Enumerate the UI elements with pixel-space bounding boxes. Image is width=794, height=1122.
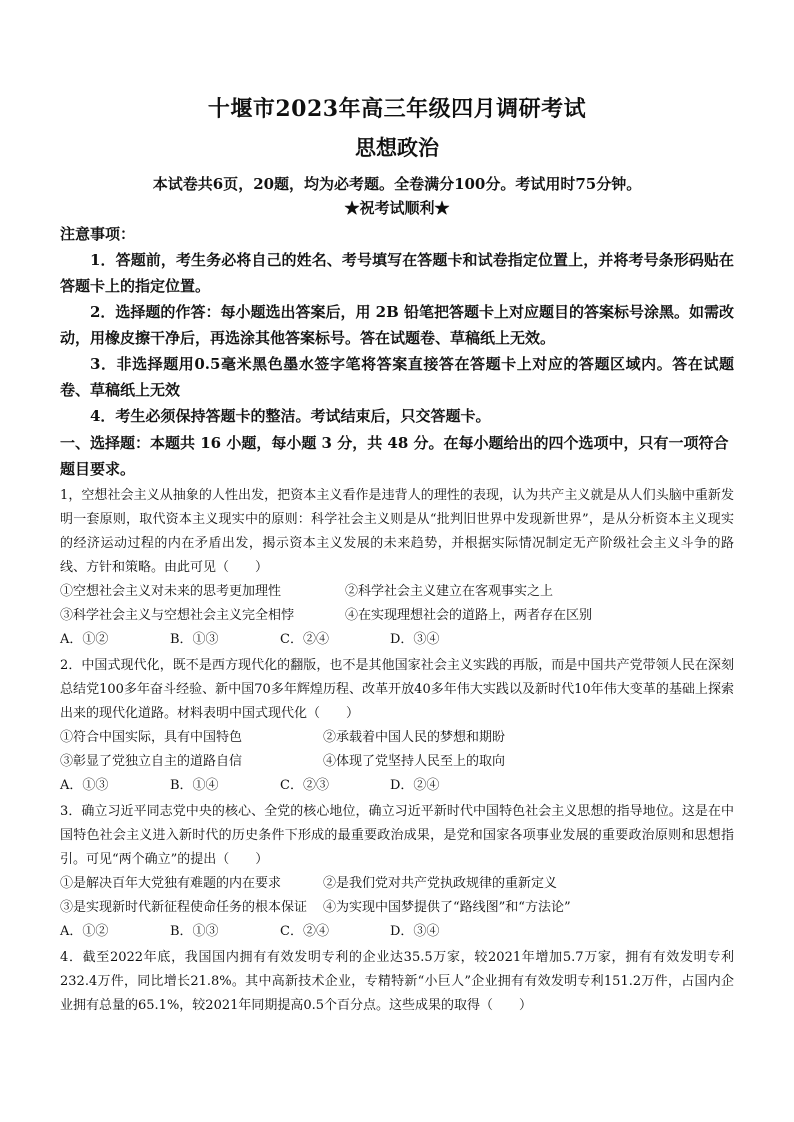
option-row [60, 604, 734, 628]
notice-item: 2．选择题的作答：每小题选出答案后，用 2B 铅笔把答题卡上对应题目的答案标号涂黑。如需改动，用橡皮擦干净后，再选涂其他答案标号。答在试题卷、草稿纸上无效。 [60, 303, 735, 347]
answer-row [60, 920, 734, 944]
option: ②承载着中国人民的梦想和期盼 [323, 730, 506, 745]
subject-title: 思想政治 [355, 135, 439, 160]
option-row [60, 580, 734, 604]
option-row [60, 872, 734, 896]
answer-choice: A．①② [60, 924, 109, 939]
option: ③彰显了党独立自主的道路自信 [60, 754, 243, 769]
question-stem: 4．截至2022年底，我国国内拥有有效发明专利的企业达35.5万家，较2021年增加5.7万家，拥有有效发明专利232.4万件，同比增长21.8%。其中高新技术企业，专精特新“小巨人”企业拥有有效发明专利151.2万件，占国内企业拥有总量的65.1%，较2021年同期提高0.5个百分点。这些成果的取得（ ） [60, 950, 734, 1013]
option: ③科学社会主义与空想社会主义完全相悖 [60, 608, 295, 623]
option: ②是我们党对共产党执政规律的重新定义 [323, 876, 558, 891]
answer-row [60, 774, 734, 798]
notice-item: 4．考生必须保持答题卡的整洁。考试结束后，只交答题卡。 [90, 407, 491, 425]
option: ①符合中国实际，具有中国特色 [60, 730, 243, 745]
option: ④体现了党坚持人民至上的取向 [323, 754, 506, 769]
answer-choice: C．②④ [280, 632, 329, 647]
notice-item: 1．答题前，考生务必将自己的姓名、考号填写在答题卡和试卷指定位置上，并将考号条形码贴在答题卡上的指定位置。 [60, 251, 734, 295]
notice-title: 注意事项： [60, 225, 136, 243]
section-heading: 一、选择题：本题共 16 小题，每小题 3 分，共 48 分。在每小题给出的四个选项中，只有一项符合题目要求。 [60, 434, 729, 478]
answer-choice: A．①③ [60, 778, 109, 793]
exam-title: 十堰市2023年高三年级四月调研考试 [207, 96, 587, 122]
option: ②科学社会主义建立在客观事实之上 [345, 584, 554, 599]
option: ④在实现理想社会的道路上，两者存在区别 [345, 608, 593, 623]
answer-choice: D．②④ [390, 778, 440, 793]
answer-choice: B．①④ [170, 778, 219, 793]
answer-choice: C．②③ [280, 778, 329, 793]
option-row [60, 896, 734, 920]
good-luck-line: ★祝考试顺利★ [344, 199, 450, 217]
answer-choice: A．①② [60, 632, 109, 647]
answer-choice: D．③④ [390, 924, 440, 939]
option: ③是实现新时代新征程使命任务的根本保证 [60, 900, 308, 915]
option: ①是解决百年大党独有难题的内在要求 [60, 876, 282, 891]
option-row [60, 750, 734, 774]
exam-info: 本试卷共6页，20题，均为必考题。全卷满分100分。考试用时75分钟。 [152, 175, 642, 193]
answer-choice: D．③④ [390, 632, 440, 647]
question-stem: 3．确立习近平同志党中央的核心、全党的核心地位，确立习近平新时代中国特色社会主义思想的指导地位。这是在中国特色社会主义进入新时代的历史条件下形成的最重要政治成果，是党和国家各项事业发展的重要政治原则和思想指引。可见“两个确立”的提出（ ） [60, 804, 734, 867]
answer-choice: C．②④ [280, 924, 329, 939]
notice-item: 3．非选择题用0.5毫米黑色墨水签字笔将答案直接答在答题卡上对应的答题区域内。答在试题卷、草稿纸上无效 [60, 355, 734, 399]
question-stem: 1，空想社会主义从抽象的人性出发，把资本主义看作是违背人的理性的表现，认为共产主义就是从人们头脑中重新发明一套原则，取代资本主义现实中的原则：科学社会主义则是从“批判旧世界中发现新世界”，是从分析资本主义现实的经济运动过程的内在矛盾出发，揭示资本主义发展的未来趋势，并根据实际情况制定无产阶级社会主义斗争的路线、方针和策略。由此可见（ ） [60, 488, 734, 575]
question-stem: 2．中国式现代化，既不是西方现代化的翻版，也不是其他国家社会主义实践的再版，而是中国共产党带领人民在深刻总结党100多年奋斗经验、新中国70多年辉煌历程、改革开放40多年伟大实践以及新时代10年伟大变革的基础上探索出来的现代化道路。材料表明中国式现代化（ ） [60, 658, 734, 721]
answer-choice: B．①③ [170, 632, 219, 647]
option: ④为实现中国梦提供了“路线图”和“方法论” [323, 900, 571, 915]
answer-choice: B．①③ [170, 924, 219, 939]
option-row [60, 726, 734, 750]
exam-content [60, 172, 734, 1018]
option: ①空想社会主义对未来的思考更加理性 [60, 584, 282, 599]
answer-row [60, 628, 734, 652]
